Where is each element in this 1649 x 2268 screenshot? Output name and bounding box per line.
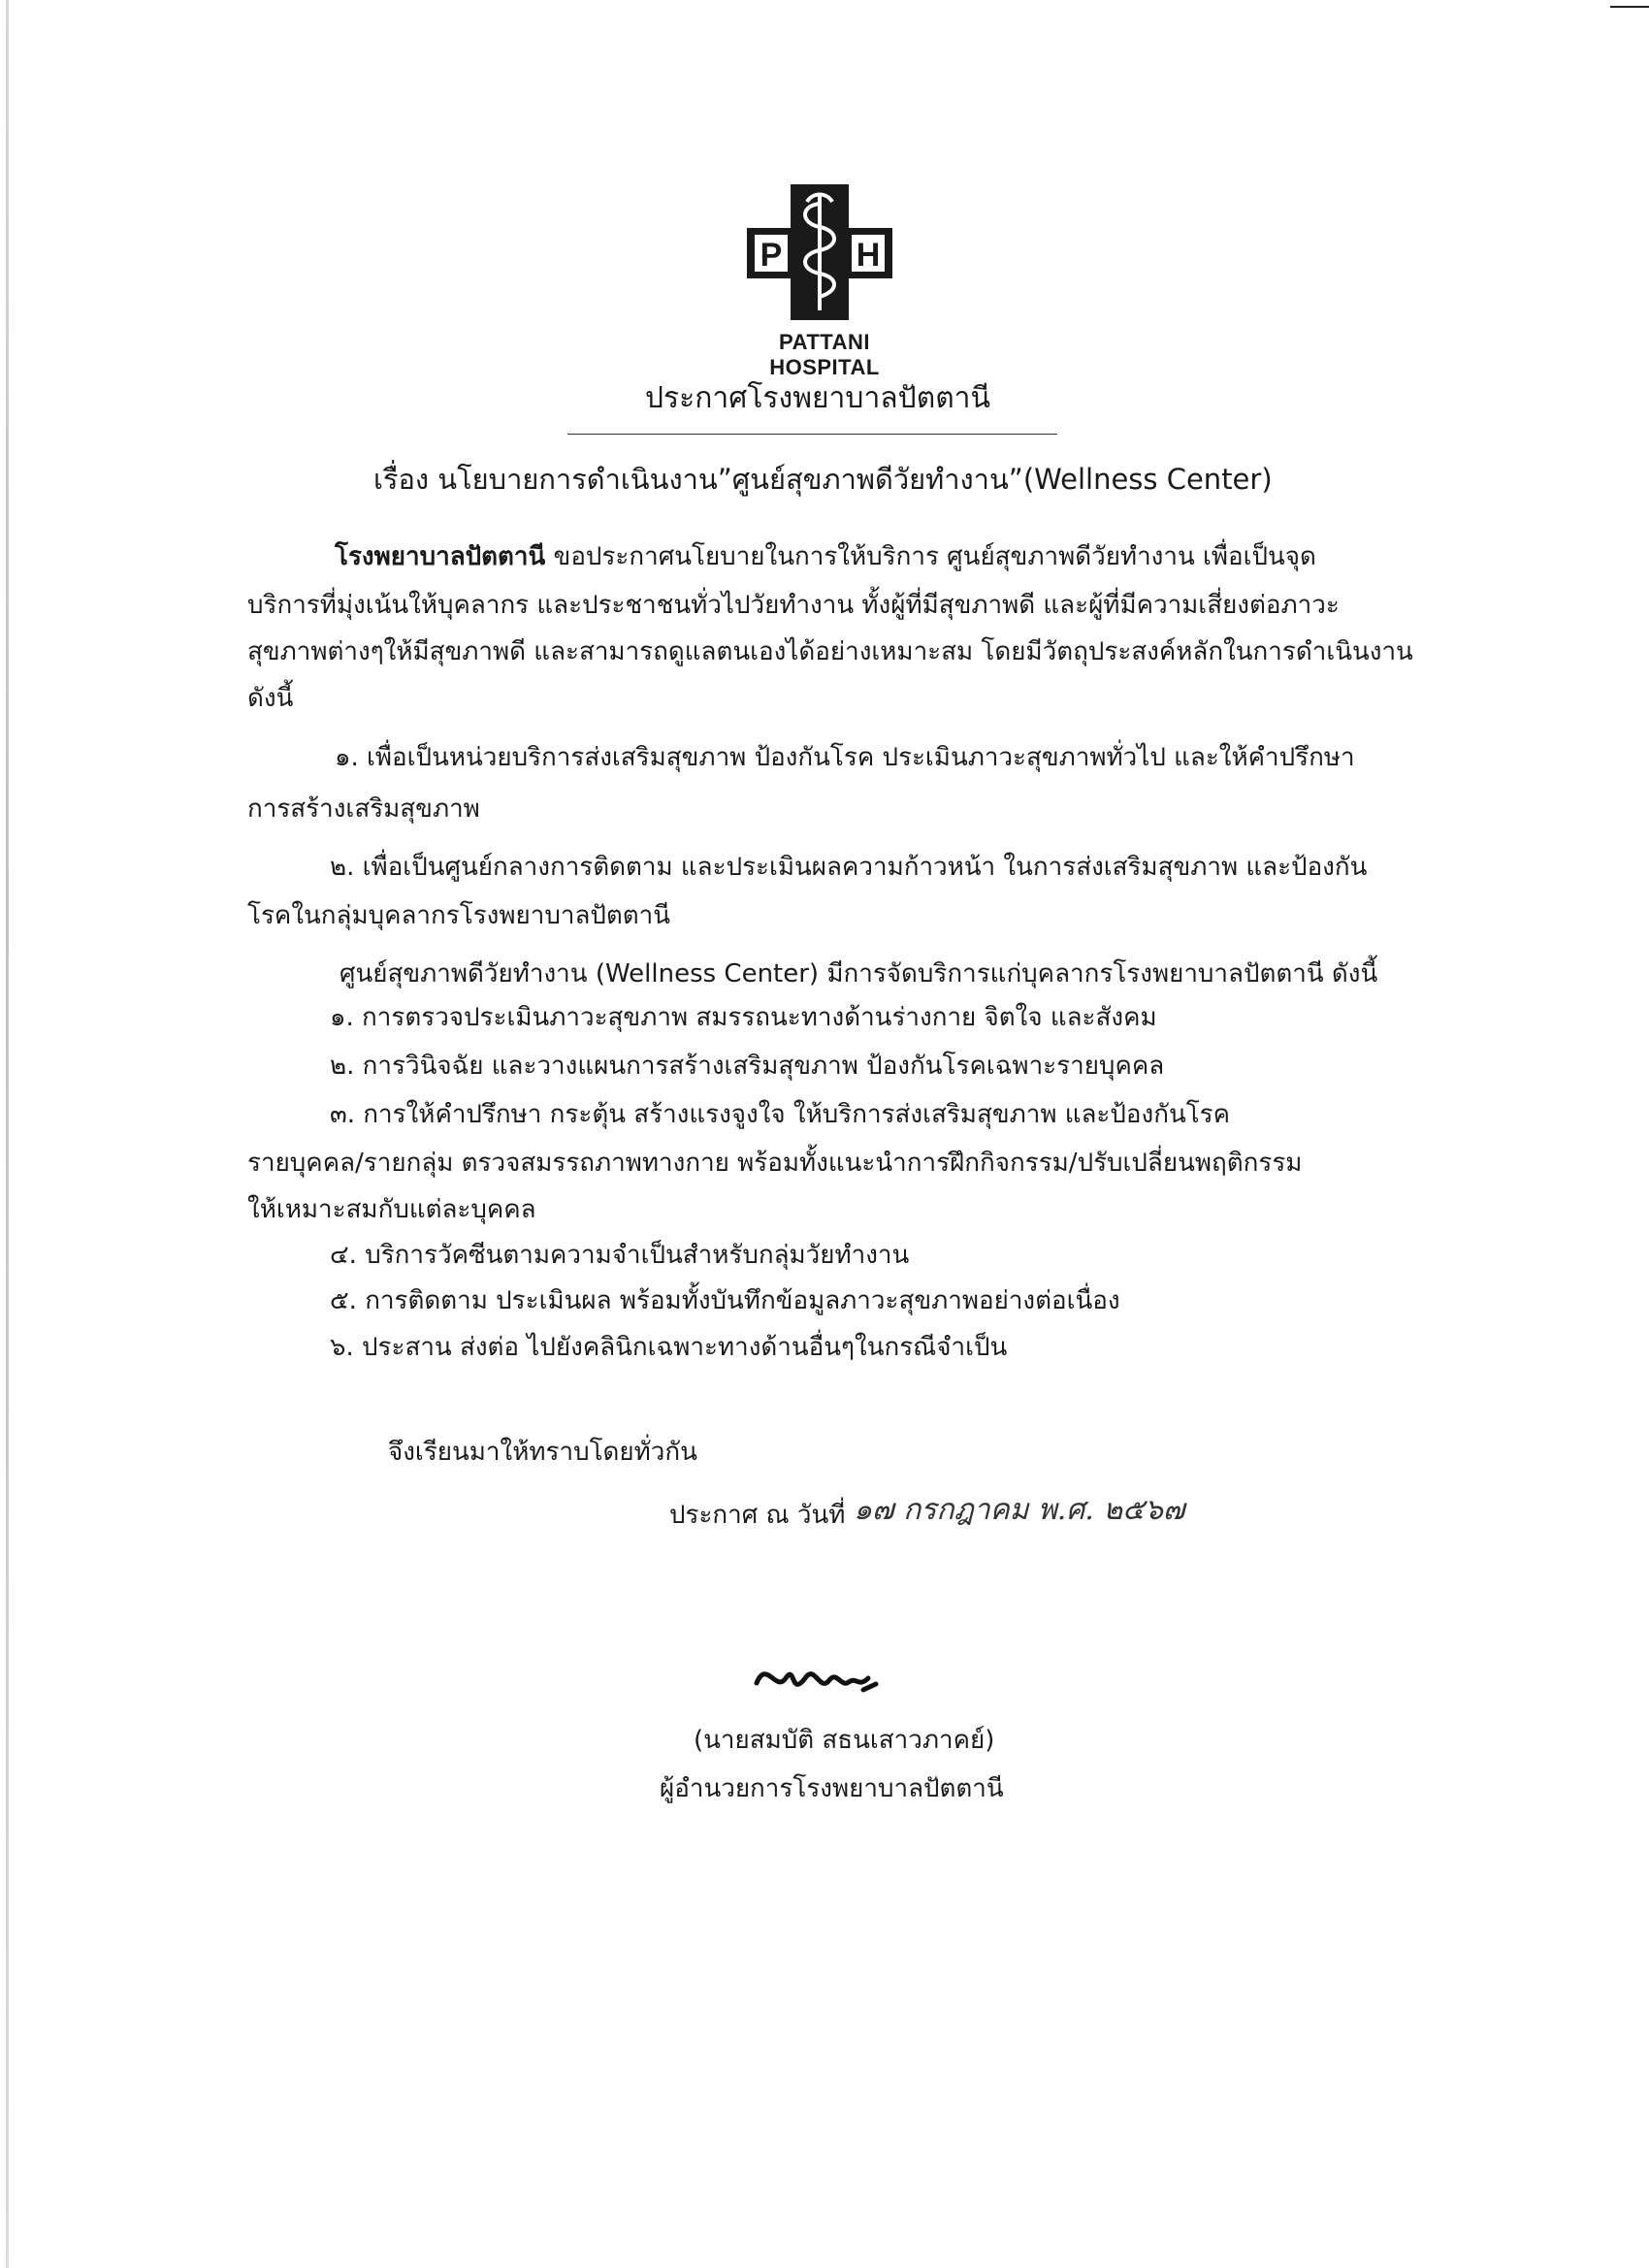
signature-scribble bbox=[752, 1639, 888, 1707]
corner-mark bbox=[1610, 6, 1649, 8]
service-5: ๕. การติดตาม ประเมินผล พร้อมทั้งบันทึกข้อมูลภาวะสุขภาพอย่างต่อเนื่อง bbox=[330, 1286, 1120, 1315]
signer-position: ผู้อำนวยการโรงพยาบาลปัตตานี bbox=[660, 1774, 1004, 1803]
objective-1-line-1: ๑. เพื่อเป็นหน่วยบริการส่งเสริมสุขภาพ ป้องกันโรค ประเมินภาวะสุขภาพทั่วไป และให้คำปรึกษา bbox=[335, 743, 1355, 772]
intro-line-1-text: ขอประกาศนโยบายในการให้บริการ ศูนย์สุขภาพดีวัยทำงาน เพื่อเป็นจุด bbox=[545, 542, 1316, 571]
objective-2-line-1: ๒. เพื่อเป็นศูนย์กลางการติดตาม และประเมินผลความก้าวหน้า ในการส่งเสริมสุขภาพ และป้องกัน bbox=[330, 853, 1368, 882]
hospital-name: PATTANI HOSPITAL bbox=[769, 330, 880, 379]
intro-line-1 bbox=[335, 538, 1316, 575]
service-2: ๒. การวินิจฉัย และวางแผนการสร้างเสริมสุขภาพ ป้องกันโรคเฉพาะรายบุคคล bbox=[330, 1052, 1165, 1081]
title-underline bbox=[567, 434, 1057, 435]
scan-edge bbox=[6, 0, 9, 2268]
svg-text:H: H bbox=[856, 237, 881, 274]
closing-text: จึงเรียนมาให้ทราบโดยทั่วกัน bbox=[388, 1438, 697, 1467]
services-intro: ศูนย์สุขภาพดีวัยทำงาน (Wellness Center) มีการจัดบริการแก่บุคลากรโรงพยาบาลปัตตานี ดังนี้ bbox=[340, 959, 1378, 988]
service-6: ๖. ประสาน ส่งต่อ ไปยังคลินิกเฉพาะทางด้านอื่นๆในกรณีจำเป็น bbox=[330, 1333, 1008, 1362]
hospital-logo-icon bbox=[747, 184, 892, 320]
intro-org: โรงพยาบาลปัตตานี bbox=[335, 542, 546, 571]
signature-scribble-icon bbox=[752, 1639, 888, 1707]
service-4: ๔. บริการวัคซีนตามความจำเป็นสำหรับกลุ่มวัยทำงาน bbox=[330, 1241, 910, 1270]
subject-line: เรื่อง นโยบายการดำเนินงาน”ศูนย์สุขภาพดีวัยทำงาน”(Wellness Center) bbox=[373, 463, 1273, 496]
objective-2-line-2: โรคในกลุ่มบุคลากรโรงพยาบาลปัตตานี bbox=[247, 901, 671, 930]
date-handwritten: ๑๗ กรกฎาคม พ.ศ. ๒๕๖๗ bbox=[854, 1493, 1185, 1527]
service-3-line-1: ๓. การให้คำปรึกษา กระตุ้น สร้างแรงจูงใจ ให้บริการส่งเสริมสุขภาพ และป้องกันโรค bbox=[330, 1100, 1231, 1129]
service-1: ๑. การตรวจประเมินภาวะสุขภาพ สมรรถนะทางด้านร่างกาย จิตใจ และสังคม bbox=[330, 1003, 1157, 1032]
intro-line-2: บริการที่มุ่งเน้นให้บุคลากร และประชาชนทั่วไปวัยทำงาน ทั้งผู้ที่มีสุขภาพดี และผู้ที่มีความเสี่ยงต่อภาวะ bbox=[247, 591, 1340, 620]
date-label: ประกาศ ณ วันที่ bbox=[669, 1501, 846, 1530]
objective-1-line-2: การสร้างเสริมสุขภาพ bbox=[247, 794, 480, 824]
page-title: ประกาศโรงพยาบาลปัตตานี bbox=[645, 381, 991, 415]
service-3-line-2: รายบุคคล/รายกลุ่ม ตรวจสมรรถภาพทางกาย พร้อมทั้งแนะนำการฝึกกิจกรรม/ปรับเปลี่ยนพฤติกรรม bbox=[247, 1149, 1303, 1178]
intro-line-3: สุขภาพต่างๆให้มีสุขภาพดี และสามารถดูแลตนเองได้อย่างเหมาะสม โดยมีวัตถุประสงค์หลักในการดำเนินงาน bbox=[247, 637, 1413, 666]
service-3-line-3: ให้เหมาะสมกับแต่ละบุคคล bbox=[247, 1195, 536, 1224]
svg-text:P: P bbox=[760, 237, 783, 274]
hospital-logo bbox=[747, 184, 892, 320]
intro-line-4: ดังนี้ bbox=[247, 684, 294, 713]
signer-name: (นายสมบัติ สธนเสาวภาคย์) bbox=[694, 1726, 995, 1755]
